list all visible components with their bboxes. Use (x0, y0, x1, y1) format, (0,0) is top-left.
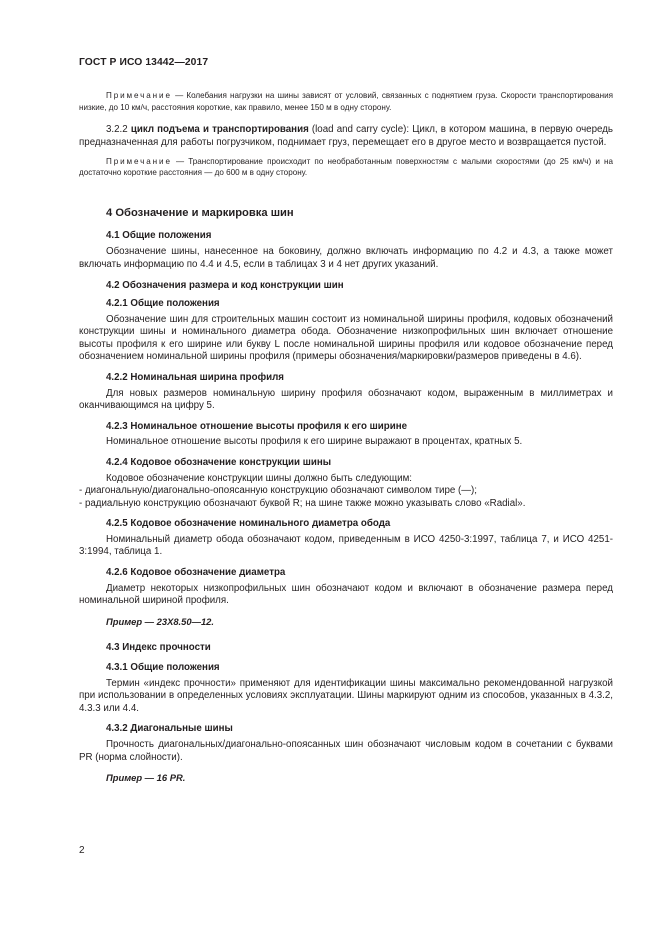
note-2-text: — Транспортирование происходит по необработанным поверхностям с малыми скоростями (до 25 км/ч) и на достаточно короткие расстояния — до 600 м в одну сторону. (79, 156, 613, 178)
list-item: - диагональную/диагонально-опоясанную конструкцию обозначают символом тире (—); (79, 485, 477, 497)
definition-3-2-2 (79, 124, 613, 149)
section-4-2-4-heading: 4.2.4 Кодовое обозначение конструкции шины (106, 456, 332, 468)
definition-term: цикл подъема и транспортирования (130, 124, 309, 136)
section-4-2-6-heading: 4.2.6 Кодовое обозначение диаметра (106, 567, 286, 579)
section-4-2-heading: 4.2 Обозначения размера и код конструкции шин (106, 280, 344, 292)
section-4-3-2-example: Пример — 16 PR. (106, 772, 186, 784)
section-4-2-4-intro: Кодовое обозначение конструкции шины должно быть следующим: (106, 472, 413, 484)
section-4-2-1-text: Обозначение шин для строительных машин состоит из номинальной ширины профиля, кодовых обозначений конструкции шины и номинального диаметра обода. Обозначение низкопрофильных шин включает отношение высоты профиля к его ширине или букву L после номинальной ширины профиля или кодовое обозначение перед обозначением номинальной ширины профиля (примеры обозначения/маркировки/размеров приведены в 4.6). (79, 313, 613, 363)
section-4-3-2-text: Прочность диагональных/диагонально-опоясанных шин обозначают числовым кодом в сочетании с буквами PR (норма слойности). (79, 739, 613, 763)
section-4-2-6-example: Пример — 23X8.50—12. (106, 615, 214, 627)
section-4-3-2-heading: 4.3.2 Диагональные шины (106, 723, 233, 735)
definition-number: 3.2.2 (106, 124, 131, 136)
page-number: 2 (79, 845, 85, 856)
section-4-2-5-text: Номинальный диаметр обода обозначают кодом, приведенным в ИСО 4250-3:1997, таблица 7, и ИСО 4251-3:1994, таблица 1. (79, 533, 613, 558)
note-1-text: — Колебания нагрузки на шины зависят от условий, связанных с поднятием груза. Скорости транспортирования низкие, до 10 км/ч, расстояния короткие, как правило, менее 150 м в одну сторону. (79, 91, 613, 112)
list-item: - радиальную конструкцию обозначают буквой R; на шине также можно указывать слово «Radial». (79, 497, 526, 509)
section-4-3-1-heading: 4.3.1 Общие положения (106, 662, 220, 674)
note-1 (79, 90, 613, 113)
document-header: ГОСТ Р ИСО 13442—2017 (79, 57, 209, 68)
section-4-1-heading: 4.1 Общие положения (106, 229, 212, 241)
note-2 (79, 156, 613, 179)
note-1-label: Примечание (106, 91, 172, 100)
section-4-2-3-text: Номинальное отношение высоты профиля к его ширине выражают в процентах, кратных 5. (106, 436, 523, 448)
section-4-2-3-heading: 4.2.3 Номинальное отношение высоты профиля к его ширине (106, 420, 408, 432)
definition-text: (load and carry cycle): Цикл, в котором машина, в первую очередь предназначенная для работы погрузчиком, поднимает груз, перемещает его в другое место и возвращается пустой. (79, 124, 613, 148)
page-content (79, 90, 613, 785)
section-4-2-6-text: Диаметр некоторых низкопрофильных шин обозначают кодом и включают в обозначение размера перед номинальной шириной профиля. (79, 582, 613, 607)
note-2-label: Примечание (106, 156, 172, 166)
section-4-heading: 4 Обозначение и маркировка шин (106, 207, 294, 219)
section-4-3-heading: 4.3 Индекс прочности (106, 642, 211, 654)
section-4-2-1-heading: 4.2.1 Общие положения (106, 297, 220, 309)
section-4-3-1-text: Термин «индекс прочности» применяют для идентификации шины максимально рекомендованной нагрузкой при использовании в определенных условиях эксплуатации. Шины маркируют одним из способов, указанных в 4.3.2, 4.3.3 или 4.4. (79, 677, 613, 714)
section-4-1-text: Обозначение шины, нанесенное на боковину, должно включать информацию по 4.2 и 4.3, а также может включать информацию по 4.4 и 4.5, если в таблицах 3 и 4 нет других указаний. (79, 246, 613, 270)
section-4-2-2-heading: 4.2.2 Номинальная ширина профиля (106, 371, 284, 383)
section-4-2-5-heading: 4.2.5 Кодовое обозначение номинального диаметра обода (106, 518, 391, 530)
section-4-2-2-text: Для новых размеров номинальную ширину профиля обозначают кодом, выраженным в миллиметрах и оканчивающимся на цифру 5. (79, 387, 613, 412)
